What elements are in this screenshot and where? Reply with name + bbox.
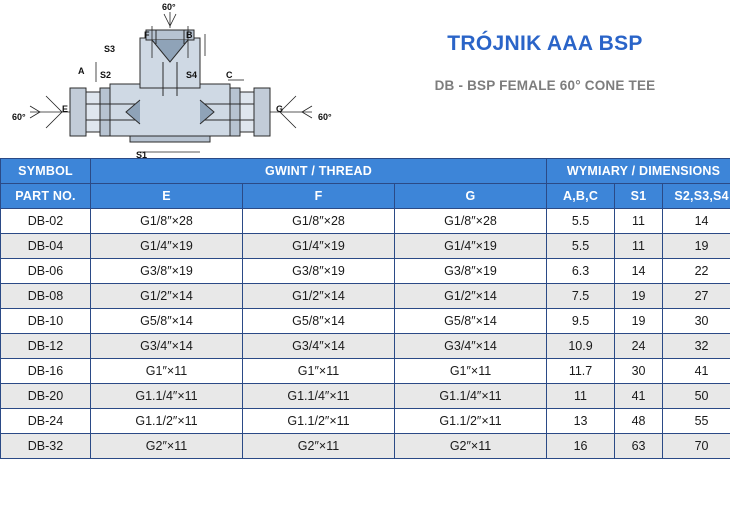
- cell-s234: 19: [663, 234, 730, 259]
- cell-e: G1/8″×28: [91, 209, 243, 234]
- cell-g: G1/2″×14: [395, 284, 547, 309]
- cell-g: G1/8″×28: [395, 209, 547, 234]
- page-subtitle: DB - BSP FEMALE 60° CONE TEE: [434, 78, 656, 93]
- header-f: F: [243, 184, 395, 209]
- label-s2: S2: [100, 70, 112, 80]
- cell-abc: 7.5: [547, 284, 615, 309]
- cell-s234: 14: [663, 209, 730, 234]
- page-title: TRÓJNIK AAA BSP: [447, 32, 643, 55]
- table-row: [1, 234, 730, 259]
- header-thread-group: GWINT / THREAD: [91, 159, 547, 184]
- table-row: [1, 384, 730, 409]
- cell-part-no: DB-10: [1, 309, 91, 334]
- cell-g: G1.1/4″×11: [395, 384, 547, 409]
- table-row: [1, 284, 730, 309]
- table-row: [1, 434, 730, 459]
- cell-e: G5/8″×14: [91, 309, 243, 334]
- header-g: G: [395, 184, 547, 209]
- cell-f: G3/8″×19: [243, 259, 395, 284]
- cell-part-no: DB-24: [1, 409, 91, 434]
- label-c: C: [226, 70, 233, 80]
- table-body: [1, 209, 730, 459]
- cell-f: G1/2″×14: [243, 284, 395, 309]
- header-s234: S2,S3,S4: [663, 184, 730, 209]
- cell-abc: 11: [547, 384, 615, 409]
- cell-e: G3/4″×14: [91, 334, 243, 359]
- cell-s1: 19: [615, 309, 663, 334]
- cell-e: G3/8″×19: [91, 259, 243, 284]
- cell-part-no: DB-06: [1, 259, 91, 284]
- cell-s234: 50: [663, 384, 730, 409]
- cell-f: G1/8″×28: [243, 209, 395, 234]
- cell-s1: 48: [615, 409, 663, 434]
- cell-s234: 30: [663, 309, 730, 334]
- cell-e: G1.1/2″×11: [91, 409, 243, 434]
- table-row: [1, 309, 730, 334]
- cell-abc: 9.5: [547, 309, 615, 334]
- table-header-column-row: [1, 184, 730, 209]
- cell-s234: 70: [663, 434, 730, 459]
- cell-s1: 63: [615, 434, 663, 459]
- cell-abc: 16: [547, 434, 615, 459]
- cell-part-no: DB-08: [1, 284, 91, 309]
- label-s4: S4: [186, 70, 198, 80]
- cell-abc: 11.7: [547, 359, 615, 384]
- cell-s234: 27: [663, 284, 730, 309]
- label-s1: S1: [136, 150, 148, 158]
- label-a: A: [78, 66, 85, 76]
- cell-s234: 22: [663, 259, 730, 284]
- label-angle-right: 60°: [318, 112, 332, 122]
- cell-abc: 10.9: [547, 334, 615, 359]
- header-s1: S1: [615, 184, 663, 209]
- cell-g: G5/8″×14: [395, 309, 547, 334]
- cell-s234: 32: [663, 334, 730, 359]
- table-header-group-row: [1, 159, 730, 184]
- cell-s1: 11: [615, 209, 663, 234]
- cell-part-no: DB-02: [1, 209, 91, 234]
- header-abc: A,B,C: [547, 184, 615, 209]
- cell-f: G1.1/4″×11: [243, 384, 395, 409]
- specification-table: [0, 158, 730, 459]
- label-angle-left: 60°: [12, 112, 26, 122]
- cell-e: G2″×11: [91, 434, 243, 459]
- header-part-no: PART NO.: [1, 184, 91, 209]
- cell-part-no: DB-04: [1, 234, 91, 259]
- cell-part-no: DB-12: [1, 334, 91, 359]
- cell-g: G3/4″×14: [395, 334, 547, 359]
- cell-s234: 41: [663, 359, 730, 384]
- cell-s1: 30: [615, 359, 663, 384]
- cell-f: G1.1/2″×11: [243, 409, 395, 434]
- title-block: [360, 0, 730, 158]
- label-angle-top: 60°: [162, 2, 176, 12]
- cell-part-no: DB-32: [1, 434, 91, 459]
- drawing-panel: [0, 0, 360, 158]
- cell-e: G1.1/4″×11: [91, 384, 243, 409]
- cell-part-no: DB-20: [1, 384, 91, 409]
- cell-e: G1″×11: [91, 359, 243, 384]
- cell-abc: 13: [547, 409, 615, 434]
- header-dimensions-group: WYMIARY / DIMENSIONS: [547, 159, 730, 184]
- label-g: G: [276, 104, 284, 114]
- header-e: E: [91, 184, 243, 209]
- cell-e: G1/4″×19: [91, 234, 243, 259]
- cell-abc: 5.5: [547, 234, 615, 259]
- cell-e: G1/2″×14: [91, 284, 243, 309]
- cell-g: G1″×11: [395, 359, 547, 384]
- table-row: [1, 409, 730, 434]
- cell-f: G2″×11: [243, 434, 395, 459]
- table-row: [1, 359, 730, 384]
- cell-s1: 19: [615, 284, 663, 309]
- cell-s234: 55: [663, 409, 730, 434]
- label-s3: S3: [104, 44, 116, 54]
- cell-g: G1/4″×19: [395, 234, 547, 259]
- header-symbol: SYMBOL: [1, 159, 91, 184]
- cell-s1: 24: [615, 334, 663, 359]
- cell-f: G1/4″×19: [243, 234, 395, 259]
- table-row: [1, 209, 730, 234]
- cell-s1: 11: [615, 234, 663, 259]
- cell-s1: 14: [615, 259, 663, 284]
- top-section: [0, 0, 730, 158]
- cell-s1: 41: [615, 384, 663, 409]
- label-e: E: [62, 104, 69, 114]
- cell-f: G5/8″×14: [243, 309, 395, 334]
- cell-g: G2″×11: [395, 434, 547, 459]
- cell-abc: 6.3: [547, 259, 615, 284]
- table-row: [1, 259, 730, 284]
- cell-g: G3/8″×19: [395, 259, 547, 284]
- cell-part-no: DB-16: [1, 359, 91, 384]
- cell-g: G1.1/2″×11: [395, 409, 547, 434]
- tee-fitting-drawing: [0, 0, 360, 158]
- cell-f: G3/4″×14: [243, 334, 395, 359]
- table-row: [1, 334, 730, 359]
- label-b: B: [186, 30, 193, 40]
- cell-f: G1″×11: [243, 359, 395, 384]
- label-f: F: [144, 30, 150, 40]
- cell-abc: 5.5: [547, 209, 615, 234]
